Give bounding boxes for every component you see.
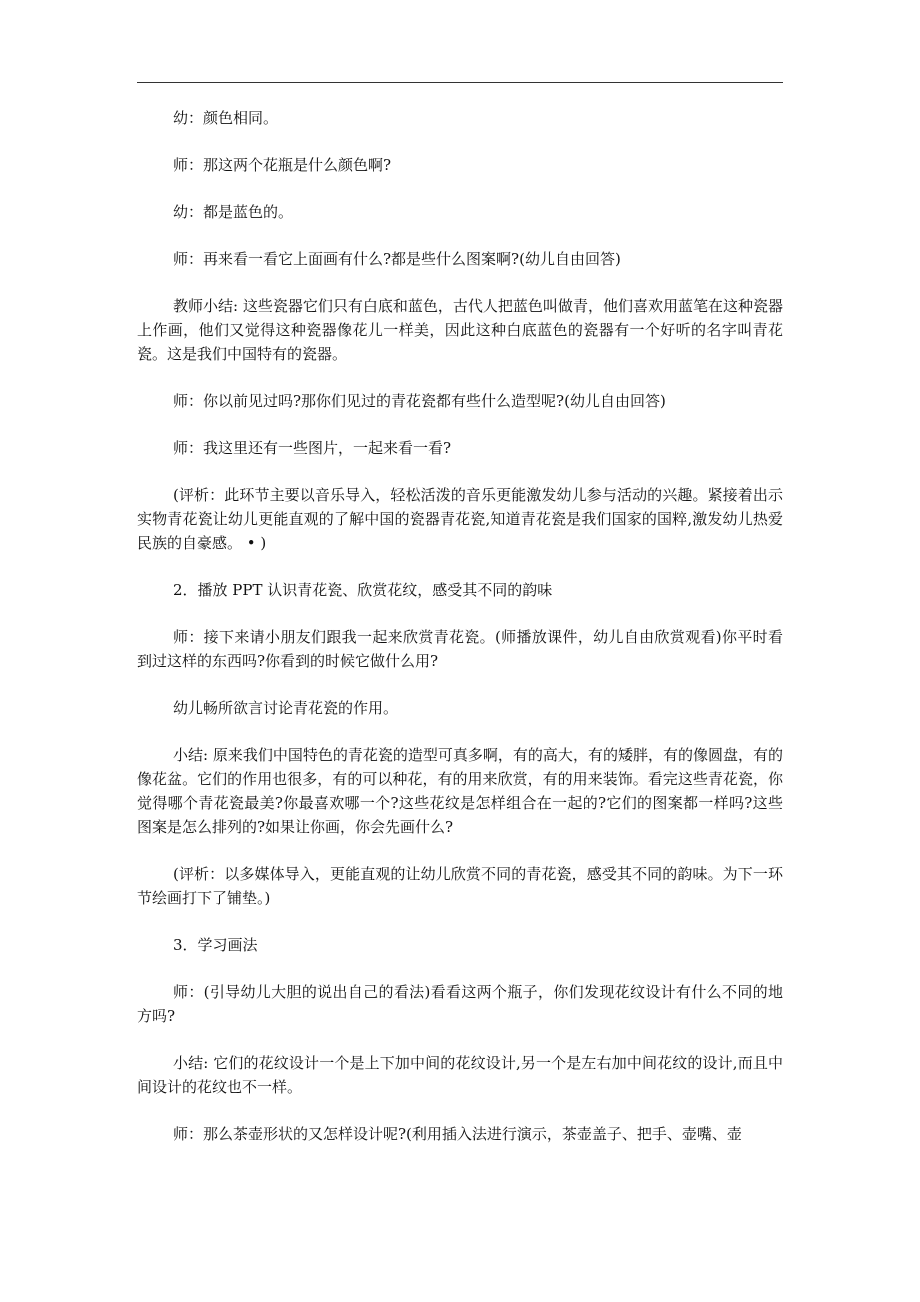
paragraph: 师：你以前见过吗?那你们见过的青花瓷都有些什么造型呢?(幼儿自由回答) <box>173 392 666 410</box>
header-rule <box>137 82 783 83</box>
paragraph: (评析：以多媒体导入，更能直观的让幼儿欣赏不同的青花瓷，感受其不同的韵味。为下一环节绘画打下了铺垫。) <box>137 865 783 907</box>
paragraph: 师：那么茶壶形状的又怎样设计呢?(利用插入法进行演示，茶壶盖子、把手、壶嘴、壶 <box>173 1125 742 1143</box>
paragraph: 师：我这里还有一些图片，一起来看一看? <box>173 439 452 457</box>
paragraph: 教师小结: 这些瓷器它们只有白底和蓝色，古代人把蓝色叫做青，他们喜欢用蓝笔在这种瓷器上作画，他们又觉得这种瓷器像花儿一样美，因此这种白底蓝色的瓷器有一个好听的名字叫青花瓷。这是我们中国特有的瓷器。 <box>137 297 783 363</box>
paragraph: 小结: 它们的花纹设计一个是上下加中间的花纹设计,另一个是左右加中间花纹的设计,而且中间设计的花纹也不一样。 <box>137 1054 783 1096</box>
paragraph: 幼：都是蓝色的。 <box>173 203 294 221</box>
paragraph: 幼：颜色相同。 <box>173 109 279 127</box>
paragraph: 幼儿畅所欲言讨论青花瓷的作用。 <box>173 699 399 717</box>
paragraph: 师：再来看一看它上面画有什么?都是些什么图案啊?(幼儿自由回答) <box>173 250 621 268</box>
paragraph: 师：那这两个花瓶是什么颜色啊? <box>173 156 392 174</box>
document-body <box>137 106 783 1169</box>
paragraph: 小结: 原来我们中国特色的青花瓷的造型可真多啊，有的高大，有的矮胖，有的像圆盘，有的像花盆。它们的作用也很多，有的可以种花，有的用来欣赏，有的用来装饰。看完这些青花瓷，你觉得哪个青花瓷最美?你最喜欢哪一个?这些花纹是怎样组合在一起的?它们的图案都一样吗?这些图案是怎么排列的?如果让你画，你会先画什么? <box>137 746 783 836</box>
section-heading: 3．学习画法 <box>173 936 258 954</box>
paragraph: 师：(引导幼儿大胆的说出自己的看法)看看这两个瓶子，你们发现花纹设计有什么不同的地方吗? <box>137 983 783 1025</box>
paragraph: 师：接下来请小朋友们跟我一起来欣赏青花瓷。(师播放课件，幼儿自由欣赏观看)你平时看到过这样的东西吗?你看到的时候它做什么用? <box>137 628 783 670</box>
section-heading: 2．播放 PPT 认识青花瓷、欣赏花纹，感受其不同的韵味 <box>173 581 553 599</box>
paragraph: (评析：此环节主要以音乐导入，轻松活泼的音乐更能激发幼儿参与活动的兴趣。紧接着出示实物青花瓷让幼儿更能直观的了解中国的瓷器青花瓷,知道青花瓷是我们国家的国粹,激发幼儿热爱民族的自豪感。 • ) <box>137 486 783 552</box>
